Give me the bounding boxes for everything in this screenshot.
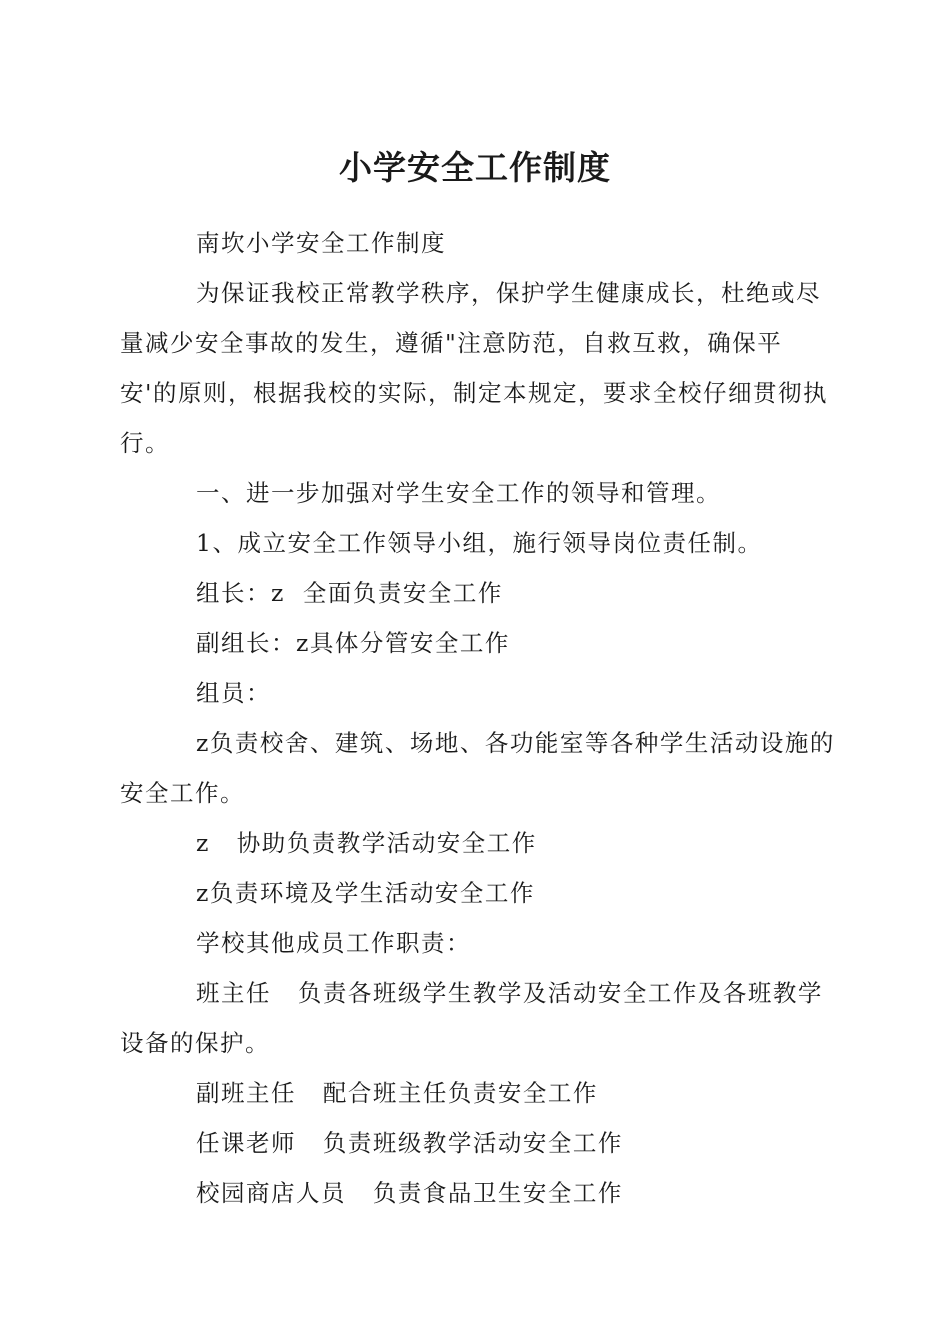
- paragraph: 任课老师 负责班级教学活动安全工作: [196, 1129, 623, 1157]
- paragraph: 一、进一步加强对学生安全工作的领导和管理。: [196, 479, 721, 507]
- paragraph: z 协助负责教学活动安全工作: [196, 829, 537, 857]
- document-body: [120, 218, 835, 1218]
- paragraph: 副组长：z具体分管安全工作: [196, 629, 510, 657]
- paragraph: 组长：z 全面负责安全工作: [196, 579, 503, 607]
- paragraph: 组员：: [196, 679, 271, 707]
- paragraph: 南坎小学安全工作制度: [196, 229, 446, 257]
- document-title: 小学安全工作制度: [339, 148, 611, 187]
- paragraph: 学校其他成员工作职责：: [196, 929, 471, 957]
- paragraph: 1、成立安全工作领导小组，施行领导岗位责任制。: [196, 529, 763, 557]
- paragraph: 为保证我校正常教学秩序，保护学生健康成长，杜绝或尽量减少安全事故的发生，遵循"注意防范，自救互救，确保平安'的原则，根据我校的实际，制定本规定，要求全校仔细贯彻执行。: [120, 279, 828, 457]
- paragraph: 校园商店人员 负责食品卫生安全工作: [196, 1179, 623, 1207]
- paragraph: z负责校舍、建筑、场地、各功能室等各种学生活动设施的安全工作。: [120, 729, 835, 807]
- paragraph: 班主任 负责各班级学生教学及活动安全工作及各班教学设备的保护。: [120, 979, 823, 1057]
- paragraph: 副班主任 配合班主任负责安全工作: [196, 1079, 598, 1107]
- paragraph: z负责环境及学生活动安全工作: [196, 879, 535, 907]
